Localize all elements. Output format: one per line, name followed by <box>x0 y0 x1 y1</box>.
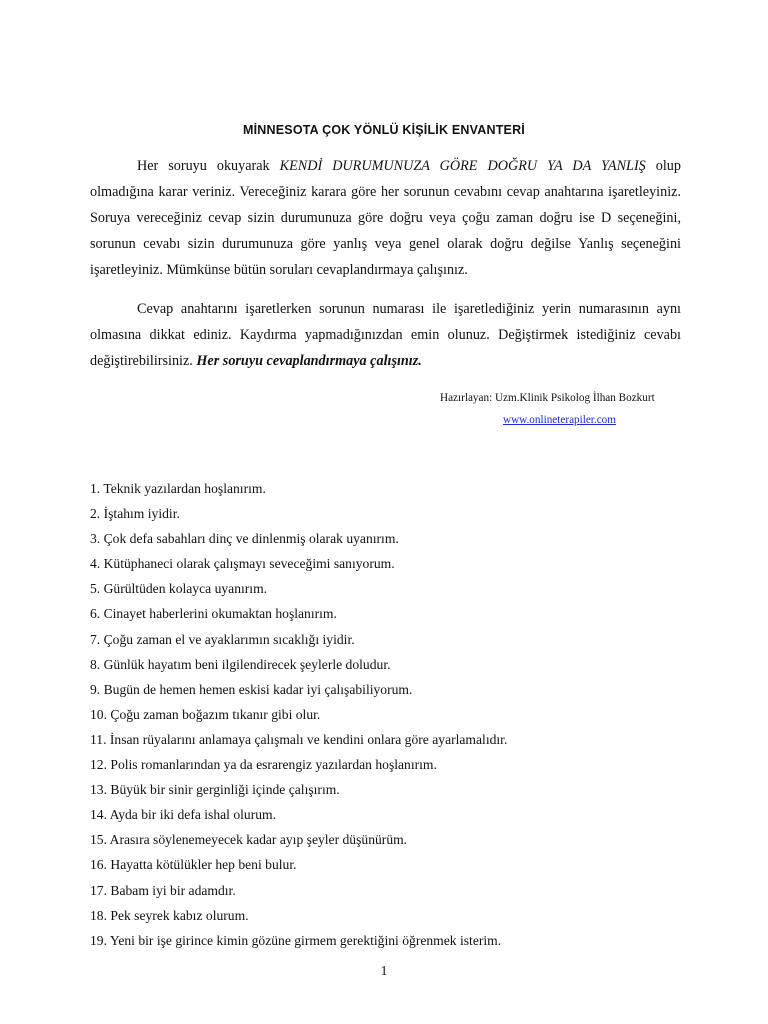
question-item: 3. Çok defa sabahları dinç ve dinlenmiş olarak uyanırım. <box>90 531 399 547</box>
question-item: 17. Babam iyi bir adamdır. <box>90 882 236 898</box>
question-item: 16. Hayatta kötülükler hep beni bulur. <box>90 857 297 873</box>
instructions-p2-emphasis: Her soruyu cevaplandırmaya çalışınız. <box>196 353 422 369</box>
question-item: 2. İştahım iyidir. <box>90 506 180 522</box>
instructions-paragraph-2 <box>90 296 681 374</box>
question-item: 7. Çoğu zaman el ve ayaklarımın sıcaklığı iyidir. <box>90 631 355 647</box>
website-link[interactable]: www.onlineterapiler.com <box>503 414 616 426</box>
question-item: 10. Çoğu zaman boğazım tıkanır gibi olur. <box>90 706 321 722</box>
question-item: 1. Teknik yazılardan hoşlanırım. <box>90 481 266 496</box>
instructions-paragraph-1 <box>90 153 681 283</box>
question-list <box>90 476 507 953</box>
question-item: 8. Günlük hayatım beni ilgilendirecek şeylerle doludur. <box>90 656 391 672</box>
question-item: 4. Kütüphaneci olarak çalışmayı seveceğimi sanıyorum. <box>90 556 395 572</box>
question-item: 9. Bugün de hemen hemen eskisi kadar iyi çalışabiliyorum. <box>90 681 413 697</box>
question-item: 5. Gürültüden kolayca uyanırım. <box>90 581 268 597</box>
question-item: 13. Büyük bir sinir gerginliği içinde çalışırım. <box>90 782 340 798</box>
question-item: 14. Ayda bir iki defa ishal olurum. <box>90 807 277 823</box>
question-item: 11. İnsan rüyalarını anlamaya çalışmalı ve kendini onlara göre ayarlamalıdır. <box>90 731 508 747</box>
instructions-p2-text: Cevap anahtarını işaretlerken sorunun numarası ile işaretlediğiniz yerin numarasının aynı olmasına dikkat ediniz. Kaydırma yapmadığınızdan emin olunuz. Değiştirmek istediğiniz cevabı değiştirebilirsiniz. <box>90 301 681 369</box>
document-title: MİNNESOTA ÇOK YÖNLÜ KİŞİLİK ENVANTERİ <box>243 123 525 137</box>
instructions-p1-rest: olup olmadığına karar veriniz. Vereceğiniz karara göre her sorunun cevabını cevap anahtarına işaretleyiniz. Soruya vereceğiniz cevap sizin durumunuza göre doğru veya çoğu zaman doğru ise D seçeneğini, sorunun cevabı sizin durumunuza göre yanlış veya genel olarak doğru değilse Yanlış seçeneğini işaretleyiniz. Mümkünse bütün soruları cevaplandırmaya çalışınız. <box>90 158 681 278</box>
question-item: 15. Arasıra söylenemeyecek kadar ayıp şeyler düşünürüm. <box>90 832 408 848</box>
author-credit: Hazırlayan: Uzm.Klinik Psikolog İlhan Bozkurt <box>440 392 655 404</box>
question-item: 12. Polis romanlarından ya da esrarengiz yazılardan hoşlanırım. <box>90 757 437 773</box>
instructions-p1-emphasis: KENDİ DURUMUNUZA GÖRE DOĞRU YA DA YANLIŞ <box>279 158 646 174</box>
question-item: 19. Yeni bir işe girince kimin gözüne girmem gerektiğini öğrenmek isterim. <box>90 932 502 948</box>
page-number: 1 <box>380 963 388 978</box>
question-item: 18. Pek seyrek kabız olurum. <box>90 907 249 923</box>
instructions-p1-lead: Her soruyu okuyarak <box>137 158 280 174</box>
question-item: 6. Cinayet haberlerini okumaktan hoşlanırım. <box>90 606 337 622</box>
